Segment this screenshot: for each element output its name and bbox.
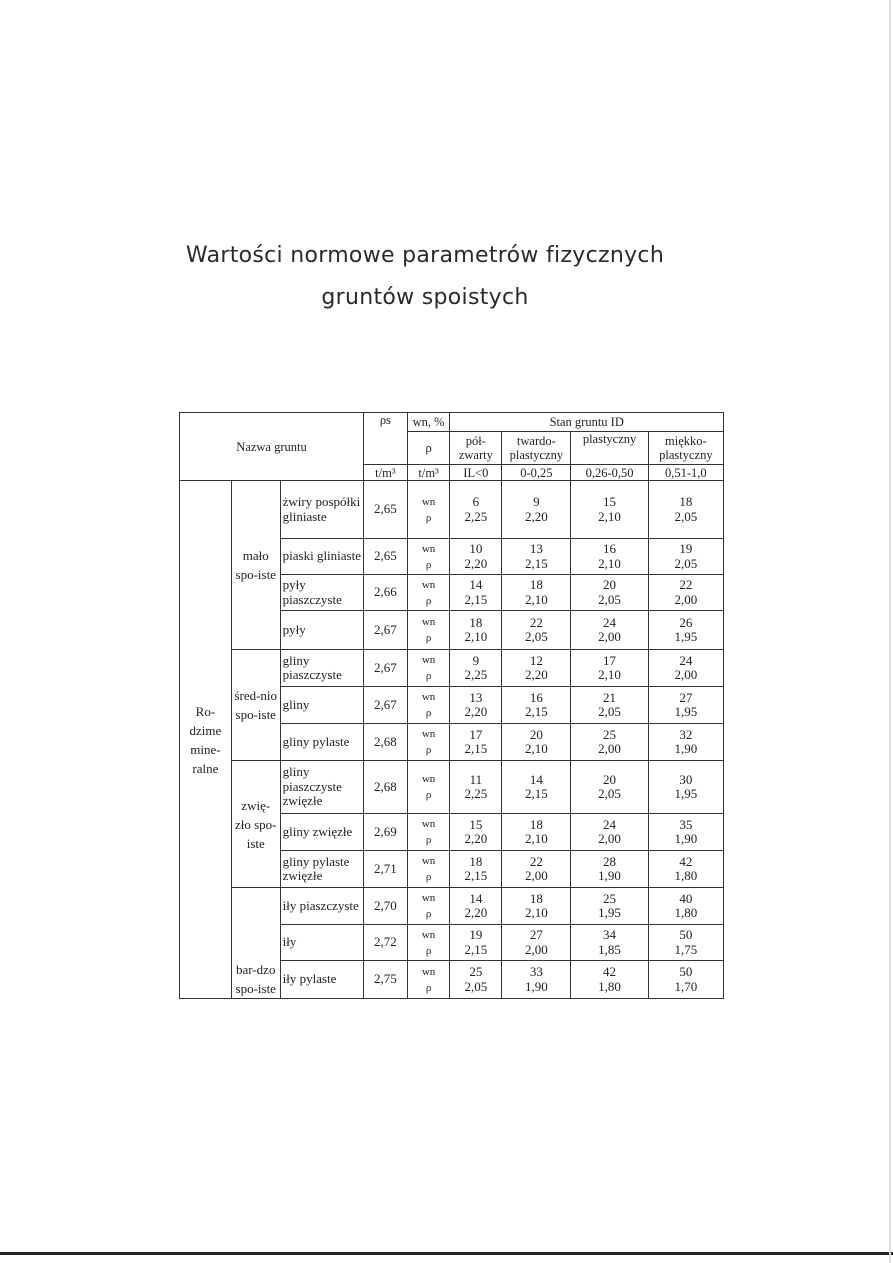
wn-value: 13 bbox=[529, 541, 543, 556]
wn-value: 42 bbox=[603, 964, 617, 979]
value-cell bbox=[502, 650, 571, 687]
wn-symbol: wn bbox=[421, 616, 436, 628]
rho-symbol: ρ bbox=[425, 981, 432, 994]
page-bottom-rule bbox=[0, 1252, 893, 1255]
soil-name: iły bbox=[280, 925, 363, 961]
header-range-4: 0,51-1,0 bbox=[648, 465, 723, 481]
value-cell bbox=[450, 888, 502, 925]
table-row bbox=[180, 481, 724, 539]
value-cell bbox=[450, 761, 502, 814]
rho-value: 1,90 bbox=[674, 741, 698, 756]
symbol-cell bbox=[407, 539, 450, 575]
table-row bbox=[180, 650, 724, 687]
value-cell bbox=[571, 650, 648, 687]
rho-value: 2,15 bbox=[524, 555, 548, 571]
rho-value: 2,10 bbox=[598, 667, 621, 682]
rho-s-value: 2,70 bbox=[364, 888, 408, 925]
rho-value: 2,05 bbox=[464, 978, 488, 994]
wn-value: 6 bbox=[472, 494, 480, 509]
value-cell bbox=[502, 925, 571, 961]
value-cell bbox=[502, 687, 571, 724]
value-cell bbox=[450, 687, 502, 724]
value-cell bbox=[571, 814, 648, 851]
wn-value: 21 bbox=[603, 689, 617, 705]
soil-name: gliny pylaste zwięzłe bbox=[280, 851, 363, 888]
wn-value: 27 bbox=[529, 927, 543, 942]
soil-name: gliny bbox=[280, 687, 363, 724]
rho-value: 1,90 bbox=[524, 978, 548, 994]
rho-value: 2,10 bbox=[598, 508, 621, 524]
rho-value: 2,00 bbox=[524, 941, 548, 957]
rho-value: 2,10 bbox=[598, 555, 621, 571]
symbol-cell bbox=[407, 851, 450, 888]
rho-value: 2,10 bbox=[464, 629, 488, 644]
value-cell bbox=[648, 961, 723, 999]
rho-value: 1,85 bbox=[598, 941, 621, 957]
rho-value: 2,15 bbox=[464, 591, 488, 607]
rho-value: 1,90 bbox=[598, 868, 621, 883]
wn-value: 22 bbox=[679, 577, 693, 592]
wn-value: 11 bbox=[469, 771, 483, 787]
rho-symbol: ρ bbox=[425, 707, 432, 719]
rho-value: 2,05 bbox=[598, 786, 621, 801]
group-cell: zwię-zło spo-iste bbox=[231, 761, 280, 888]
wn-value: 19 bbox=[679, 541, 693, 556]
rho-s-value: 2,69 bbox=[364, 814, 408, 851]
wn-value: 12 bbox=[529, 652, 543, 668]
rho-symbol: ρ bbox=[425, 834, 432, 846]
header-range-2: 0-0,25 bbox=[502, 465, 571, 481]
rho-symbol: ρ bbox=[425, 511, 432, 524]
value-cell bbox=[450, 611, 502, 650]
value-cell bbox=[648, 761, 723, 814]
rho-value: 2,00 bbox=[674, 591, 698, 607]
value-cell bbox=[648, 687, 723, 724]
rho-s-value: 2,67 bbox=[364, 611, 408, 650]
wn-symbol: wn bbox=[421, 542, 436, 555]
value-cell bbox=[571, 724, 648, 761]
value-cell bbox=[502, 761, 571, 814]
value-cell bbox=[502, 481, 571, 539]
rho-value: 2,05 bbox=[524, 629, 548, 644]
wn-value: 18 bbox=[469, 853, 483, 869]
rho-value: 1,95 bbox=[598, 905, 621, 920]
wn-value: 28 bbox=[603, 853, 617, 869]
rho-value: 2,10 bbox=[524, 905, 548, 920]
rho-s-value: 2,68 bbox=[364, 724, 408, 761]
soil-name: gliny piaszczyste zwięzłe bbox=[280, 761, 363, 814]
rho-value: 2,05 bbox=[598, 591, 621, 607]
rho-value: 1,95 bbox=[674, 704, 698, 719]
value-cell bbox=[571, 687, 648, 724]
header-rho-s: ρs bbox=[364, 413, 408, 465]
value-cell bbox=[502, 814, 571, 851]
value-cell bbox=[450, 814, 502, 851]
wn-value: 18 bbox=[679, 494, 693, 509]
rho-value: 2,20 bbox=[464, 704, 488, 719]
value-cell bbox=[502, 575, 571, 611]
wn-value: 25 bbox=[603, 890, 617, 906]
wn-value: 18 bbox=[529, 577, 543, 592]
wn-value: 16 bbox=[603, 541, 617, 556]
origin-cell: Ro-dzime mine-ralne bbox=[180, 481, 232, 999]
wn-value: 30 bbox=[679, 771, 693, 787]
wn-value: 32 bbox=[679, 726, 693, 742]
value-cell bbox=[648, 888, 723, 925]
wn-value: 17 bbox=[603, 652, 617, 668]
value-cell bbox=[450, 650, 502, 687]
wn-value: 19 bbox=[469, 927, 483, 942]
value-cell bbox=[648, 851, 723, 888]
rho-symbol: ρ bbox=[425, 632, 432, 644]
rho-value: 1,80 bbox=[674, 868, 698, 883]
wn-value: 34 bbox=[603, 927, 617, 942]
value-cell bbox=[571, 761, 648, 814]
wn-value: 16 bbox=[529, 689, 543, 705]
wn-value: 22 bbox=[529, 614, 543, 630]
wn-value: 22 bbox=[529, 853, 543, 869]
rho-value: 1,70 bbox=[674, 978, 698, 994]
table-row bbox=[180, 888, 724, 925]
rho-value: 2,10 bbox=[524, 741, 548, 756]
group-cell: śred-nio spo-iste bbox=[231, 650, 280, 761]
rho-value: 1,95 bbox=[674, 629, 698, 644]
rho-value: 2,25 bbox=[464, 786, 488, 801]
rho-value: 2,10 bbox=[524, 831, 548, 846]
value-cell bbox=[502, 724, 571, 761]
value-cell bbox=[648, 650, 723, 687]
value-cell bbox=[450, 539, 502, 575]
wn-symbol: wn bbox=[421, 654, 436, 666]
wn-symbol: wn bbox=[421, 818, 436, 830]
value-cell bbox=[571, 611, 648, 650]
rho-value: 2,15 bbox=[524, 786, 548, 801]
symbol-cell bbox=[407, 761, 450, 814]
wn-symbol: wn bbox=[421, 773, 436, 785]
value-cell bbox=[502, 539, 571, 575]
value-cell bbox=[502, 961, 571, 999]
value-cell bbox=[571, 961, 648, 999]
wn-value: 15 bbox=[603, 494, 617, 509]
rho-s-value: 2,75 bbox=[364, 961, 408, 999]
symbol-cell bbox=[407, 611, 450, 650]
rho-value: 2,25 bbox=[464, 508, 488, 524]
rho-s-value: 2,67 bbox=[364, 687, 408, 724]
rho-s-value: 2,68 bbox=[364, 761, 408, 814]
value-cell bbox=[648, 724, 723, 761]
header-wn-pct: wn, % bbox=[407, 413, 450, 432]
symbol-cell bbox=[407, 575, 450, 611]
rho-value: 2,00 bbox=[674, 667, 698, 682]
value-cell bbox=[450, 851, 502, 888]
symbol-cell bbox=[407, 481, 450, 539]
wn-symbol: wn bbox=[421, 928, 436, 941]
value-cell bbox=[450, 575, 502, 611]
wn-value: 15 bbox=[469, 816, 483, 832]
wn-symbol: wn bbox=[421, 855, 436, 867]
wn-value: 25 bbox=[603, 726, 617, 742]
rho-value: 2,05 bbox=[674, 555, 698, 571]
rho-symbol: ρ bbox=[425, 789, 432, 801]
header-state-1: pół-zwarty bbox=[450, 432, 502, 465]
header-rho: ρ bbox=[407, 432, 450, 465]
rho-value: 2,20 bbox=[524, 667, 548, 682]
value-cell bbox=[450, 961, 502, 999]
wn-value: 9 bbox=[472, 652, 480, 668]
wn-value: 18 bbox=[469, 614, 483, 630]
rho-value: 2,00 bbox=[598, 741, 621, 756]
value-cell bbox=[648, 481, 723, 539]
group-cell: bar-dzo spo-iste bbox=[231, 888, 280, 999]
value-cell bbox=[648, 611, 723, 650]
wn-value: 18 bbox=[529, 816, 543, 832]
soil-name: żwiry pospółki gliniaste bbox=[280, 481, 363, 539]
group-cell: mało spo-iste bbox=[231, 481, 280, 650]
wn-value: 24 bbox=[603, 816, 617, 832]
symbol-cell bbox=[407, 687, 450, 724]
rho-symbol: ρ bbox=[425, 908, 432, 920]
header-unit-ps: t/m³ bbox=[364, 465, 408, 481]
rho-value: 2,05 bbox=[674, 508, 698, 524]
header-state-3: plastyczny bbox=[571, 432, 648, 465]
wn-symbol: wn bbox=[421, 965, 436, 978]
soil-parameters-table bbox=[179, 412, 724, 999]
rho-value: 2,20 bbox=[464, 905, 488, 920]
page-title: Wartości normowe parametrów fizycznych bbox=[185, 243, 665, 268]
wn-value: 26 bbox=[679, 614, 693, 630]
wn-value: 20 bbox=[529, 726, 543, 742]
rho-value: 1,90 bbox=[674, 831, 698, 846]
rho-value: 2,15 bbox=[464, 868, 488, 883]
soil-name: piaski gliniaste bbox=[280, 539, 363, 575]
soil-name: pyły bbox=[280, 611, 363, 650]
wn-value: 14 bbox=[469, 577, 483, 592]
rho-s-value: 2,71 bbox=[364, 851, 408, 888]
value-cell bbox=[571, 539, 648, 575]
wn-value: 17 bbox=[469, 726, 483, 742]
rho-value: 2,05 bbox=[598, 704, 621, 719]
page-right-rule bbox=[889, 0, 891, 1263]
rho-value: 1,75 bbox=[674, 941, 698, 957]
wn-symbol: wn bbox=[421, 691, 436, 703]
rho-value: 2,20 bbox=[524, 508, 548, 524]
wn-value: 10 bbox=[469, 541, 483, 556]
value-cell bbox=[571, 851, 648, 888]
value-cell bbox=[648, 575, 723, 611]
soil-name: gliny zwięzłe bbox=[280, 814, 363, 851]
wn-value: 50 bbox=[679, 964, 693, 979]
rho-value: 2,15 bbox=[524, 704, 548, 719]
rho-value: 1,80 bbox=[598, 978, 621, 994]
symbol-cell bbox=[407, 888, 450, 925]
rho-s-value: 2,66 bbox=[364, 575, 408, 611]
table-row bbox=[180, 761, 724, 814]
wn-value: 14 bbox=[529, 771, 543, 787]
value-cell bbox=[571, 888, 648, 925]
wn-value: 35 bbox=[679, 816, 693, 832]
symbol-cell bbox=[407, 925, 450, 961]
soil-name: gliny piaszczyste bbox=[280, 650, 363, 687]
rho-s-value: 2,72 bbox=[364, 925, 408, 961]
soil-name: gliny pylaste bbox=[280, 724, 363, 761]
rho-value: 1,80 bbox=[674, 905, 698, 920]
rho-value: 2,15 bbox=[464, 941, 488, 957]
soil-name: iły piaszczyste bbox=[280, 888, 363, 925]
wn-value: 9 bbox=[533, 494, 540, 509]
rho-value: 2,20 bbox=[464, 831, 488, 846]
value-cell bbox=[502, 611, 571, 650]
rho-value: 2,00 bbox=[598, 629, 621, 644]
rho-value: 2,10 bbox=[524, 591, 548, 607]
wn-value: 40 bbox=[679, 890, 693, 906]
soil-name: iły pylaste bbox=[280, 961, 363, 999]
value-cell bbox=[450, 481, 502, 539]
value-cell bbox=[450, 724, 502, 761]
header-stan-gruntu: Stan gruntu ID bbox=[450, 413, 724, 432]
header-state-2: twardo-plastyczny bbox=[502, 432, 571, 465]
wn-value: 24 bbox=[679, 652, 693, 668]
wn-value: 24 bbox=[603, 614, 617, 630]
value-cell bbox=[571, 575, 648, 611]
wn-value: 14 bbox=[469, 890, 483, 906]
value-cell bbox=[502, 888, 571, 925]
value-cell bbox=[502, 851, 571, 888]
header-range-1: IL<0 bbox=[450, 465, 502, 481]
header-unit-p: t/m³ bbox=[407, 465, 450, 481]
rho-value: 1,95 bbox=[674, 786, 698, 801]
rho-symbol: ρ bbox=[425, 944, 432, 957]
rho-value: 2,00 bbox=[598, 831, 621, 846]
header-state-4: miękko-plastyczny bbox=[648, 432, 723, 465]
page-subtitle: gruntów spoistych bbox=[321, 285, 529, 310]
rho-value: 2,25 bbox=[464, 667, 488, 682]
rho-symbol: ρ bbox=[425, 871, 432, 883]
rho-s-value: 2,67 bbox=[364, 650, 408, 687]
rho-value: 2,20 bbox=[464, 555, 488, 571]
rho-value: 2,00 bbox=[524, 868, 548, 883]
value-cell bbox=[648, 814, 723, 851]
wn-value: 20 bbox=[603, 577, 617, 592]
wn-value: 13 bbox=[469, 689, 483, 705]
value-cell bbox=[648, 925, 723, 961]
wn-value: 18 bbox=[529, 890, 543, 906]
soil-name: pyły piaszczyste bbox=[280, 575, 363, 611]
wn-value: 20 bbox=[603, 771, 617, 787]
wn-symbol: wn bbox=[421, 728, 436, 740]
value-cell bbox=[648, 539, 723, 575]
wn-symbol: wn bbox=[421, 892, 436, 904]
wn-value: 33 bbox=[529, 964, 543, 979]
value-cell bbox=[450, 925, 502, 961]
value-cell bbox=[571, 481, 648, 539]
symbol-cell bbox=[407, 961, 450, 999]
wn-value: 27 bbox=[679, 689, 693, 705]
symbol-cell bbox=[407, 814, 450, 851]
wn-value: 25 bbox=[469, 964, 483, 979]
symbol-cell bbox=[407, 724, 450, 761]
rho-symbol: ρ bbox=[425, 670, 432, 682]
wn-symbol: wn bbox=[421, 495, 436, 508]
rho-symbol: ρ bbox=[425, 744, 432, 756]
wn-value: 42 bbox=[679, 853, 693, 869]
rho-symbol: ρ bbox=[425, 558, 432, 571]
wn-symbol: wn bbox=[421, 578, 436, 591]
header-range-3: 0,26-0,50 bbox=[571, 465, 648, 481]
value-cell bbox=[571, 925, 648, 961]
header-nazwa-gruntu: Nazwa gruntu bbox=[180, 413, 364, 481]
symbol-cell bbox=[407, 650, 450, 687]
wn-value: 50 bbox=[679, 927, 693, 942]
rho-symbol: ρ bbox=[425, 594, 432, 607]
rho-value: 2,15 bbox=[464, 741, 488, 756]
rho-s-value: 2,65 bbox=[364, 539, 408, 575]
rho-s-value: 2,65 bbox=[364, 481, 408, 539]
